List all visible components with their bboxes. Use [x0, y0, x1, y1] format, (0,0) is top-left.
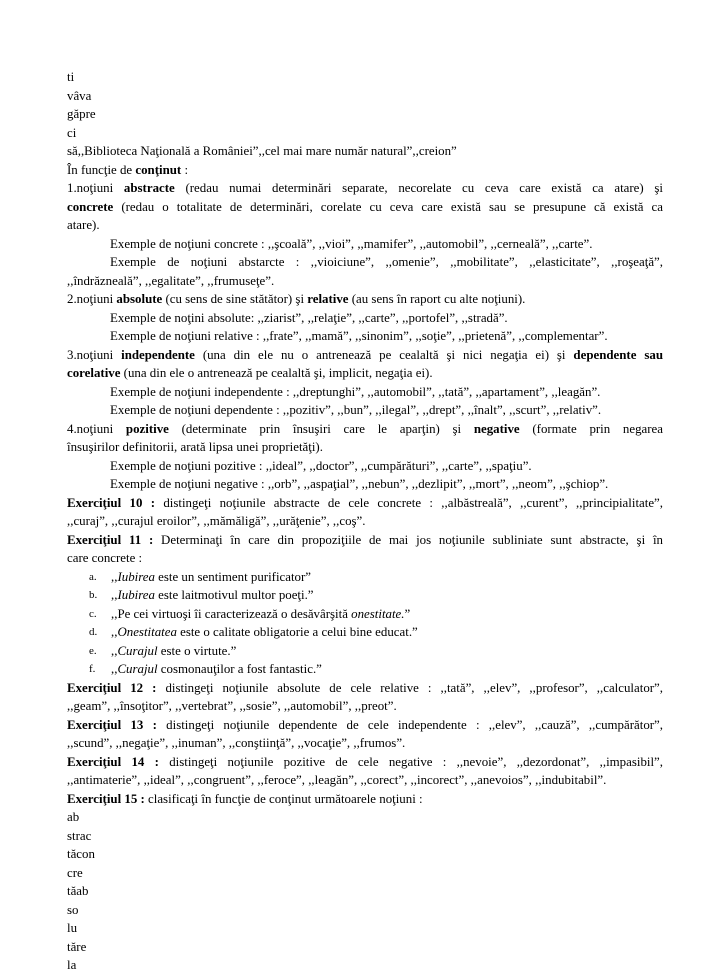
fragment-line: cre: [67, 865, 83, 880]
examples-abstract: Exemple de noţiuni abstarcte : ,,vioiciune”, ,,omenie”, ,,mobilitate”, ,,elasticitate”, ,,roşeaţă”,: [110, 255, 663, 269]
exercise-13: Exerciţiul 13 : distingeţi noţiunile dependente de cele independente : ,,elev”, ,,cauză”, ,,cumpărător”,: [67, 717, 663, 732]
examples-relative: Exemple de noţiuni relative : ,,frate”, ,,mamă”, ,,sinonim”, ,,soţie”, ,,prietenă”, ,,complementar”.: [110, 329, 608, 343]
fragment-line: tăre: [67, 939, 87, 954]
exercise-14: Exerciţiul 14 : distingeţi noţiunile pozitive de cele negative : ,,nevoie”, ,,dezordonat”, ,,impasibil”,: [67, 754, 664, 769]
examples-negative: Exemple de noţiuni negative : ,,orb”, ,,aspaţial”, ,,nebun”, ,,dezlipit”, ,,mort”, ,,neom”, ,,şchiop”.: [110, 477, 609, 491]
examples-abstract-cont: ,,îndrăzneală”, ,,egalitate”, ,,frumuseţe”.: [67, 273, 275, 288]
paragraph-absolute: 2.noţiuni absolute (cu sens de sine stătător) şi relative (au sens în raport cu alte noţiuni).: [67, 292, 526, 306]
fragment-line: tăab: [67, 884, 89, 898]
list-marker: b.: [89, 589, 98, 601]
fragment-line: strac: [67, 828, 92, 843]
examples-dependent: Exemple de noţiuni dependente : ,,pozitiv”, ,,bun”, ,,ilegal”, ,,drept”, ,,înalt”, ,,scurt”, ,,relativ”.: [110, 403, 602, 417]
fragment-line: ci: [67, 125, 77, 140]
paragraph-independent-line1: 3.noţiuni independente (una din ele nu o antrenează pe cealaltă şi nici negaţia ei) şi dependente sau: [67, 347, 663, 362]
examples-absolute: Exemple de noţini absolute: ,,ziarist”, ,,relaţie”, ,,carte”, ,,portofel”, ,,stradă”.: [110, 310, 508, 325]
fragment-line: ti: [67, 70, 75, 84]
examples-positive: Exemple de noţiuni pozitive : ,,ideal”, ,,doctor”, ,,cumpărături”, ,,carte”, ,,spaţiu”.: [110, 458, 532, 473]
list-item: a. ,,Iubirea este un sentiment purificator”: [67, 568, 663, 587]
exercise-15: Exerciţiul 15 : clasificaţi în funcţie de conţinut următoarele noţiuni :: [67, 791, 423, 806]
list-item: f. ,,Curajul cosmonauţilor a fost fantastic.”: [67, 660, 663, 679]
exercise-12-cont: ,,geam”, ,,însoţitor”, ,,vertebrat”, ,,sosie”, ,,automobil”, ,,preot”.: [67, 699, 397, 713]
list-item: e. ,,Curajul este o virtute.”: [67, 642, 663, 661]
list-item: b. ,,Iubirea este laitmotivul multor poeţi.”: [67, 586, 663, 605]
exercise-11-list: [67, 568, 663, 679]
examples-line: să,,Biblioteca Naţională a României”,,cel mai mare număr natural”,,creion”: [67, 144, 457, 158]
list-marker: a.: [89, 570, 97, 583]
paragraph-abstract-line1: 1.noţiuni abstracte (redau numai determinări separate, necorelate cu ceva care există ca atare) şi: [67, 181, 664, 195]
fragment-line: tăcon: [67, 847, 95, 861]
paragraph-positive-line2: însuşirilor definitorii, arată lipsa unei proprietăţi).: [67, 440, 323, 454]
list-item: c. ,,Pe cei virtuoşi îi caracterizează o desăvârşită onestitate.”: [67, 605, 663, 624]
fragment-line: găpre: [67, 107, 96, 121]
list-marker: f.: [89, 663, 96, 675]
exercise-13-cont: ,,scund”, ,,negaţie”, ,,inuman”, ,,conştiinţă”, ,,vocaţie”, ,,frumos”.: [67, 736, 406, 750]
document-page: [67, 68, 663, 975]
fragment-line: la: [67, 958, 77, 972]
fragment-line: vâva: [67, 88, 92, 103]
paragraph-abstract-line2: concrete (redau o totalitate de determinări, corelate cu ceva care există sau se presupune că există ca: [67, 199, 663, 214]
examples-independent: Exemple de noţiuni independente : ,,dreptunghi”, ,,automobil”, ,,tată”, ,,apartament”, ,,leagăn”.: [110, 384, 601, 399]
section-heading-content: În funcţie de conţinut :: [67, 162, 189, 177]
fragment-line: lu: [67, 921, 78, 935]
exercise-11: Exerciţiul 11 : Determinaţi în care din propoziţiile de mai jos noţiunile subliniate sunt abstracte, şi în: [67, 532, 663, 547]
exercise-10-cont: ,,curaj”, ,,curajul eroilor”, ,,mămăligă”, ,,urăţenie”, ,,coş”.: [67, 514, 366, 528]
exercise-12: Exerciţiul 12 : distingeţi noţiunile absolute de cele relative : ,,tată”, ,,elev”, ,,profesor”, ,,calculator”,: [67, 680, 663, 695]
list-marker: e.: [89, 644, 97, 657]
exercise-14-cont: ,,antimaterie”, ,,ideal”, ,,congruent”, ,,feroce”, ,,leagăn”, ,,corect”, ,,incorect”, ,,anevoios”, ,,indubitabil”.: [67, 773, 607, 787]
paragraph-independent-line2: corelative (una din ele o antrenează pe cealaltă şi, implicit, negaţia ei).: [67, 366, 433, 380]
exercise-11-cont: care concrete :: [67, 551, 143, 565]
exercise-10: Exerciţiul 10 : distingeţi noţiunile abstracte de cele concrete : ,,albăstreală”, ,,curent”, ,,principialitate”,: [67, 495, 663, 510]
list-item: d. ,,Onestitatea este o calitate obligatorie a celui bine educat.”: [67, 623, 663, 642]
list-marker: d.: [89, 626, 98, 638]
paragraph-positive-line1: 4.noţiuni pozitive (determinate prin însuşiri care le aparţin) şi negative (formate prin negarea: [67, 421, 663, 436]
list-marker: c.: [89, 607, 97, 620]
paragraph-abstract-line3: atare).: [67, 218, 100, 232]
examples-concrete: Exemple de noţiuni concrete : ,,şcoală”, ,,vioi”, ,,mamifer”, ,,automobil”, ,,cerneală”, ,,carte”.: [110, 236, 593, 251]
fragment-line: so: [67, 902, 79, 917]
fragment-line: ab: [67, 810, 80, 824]
